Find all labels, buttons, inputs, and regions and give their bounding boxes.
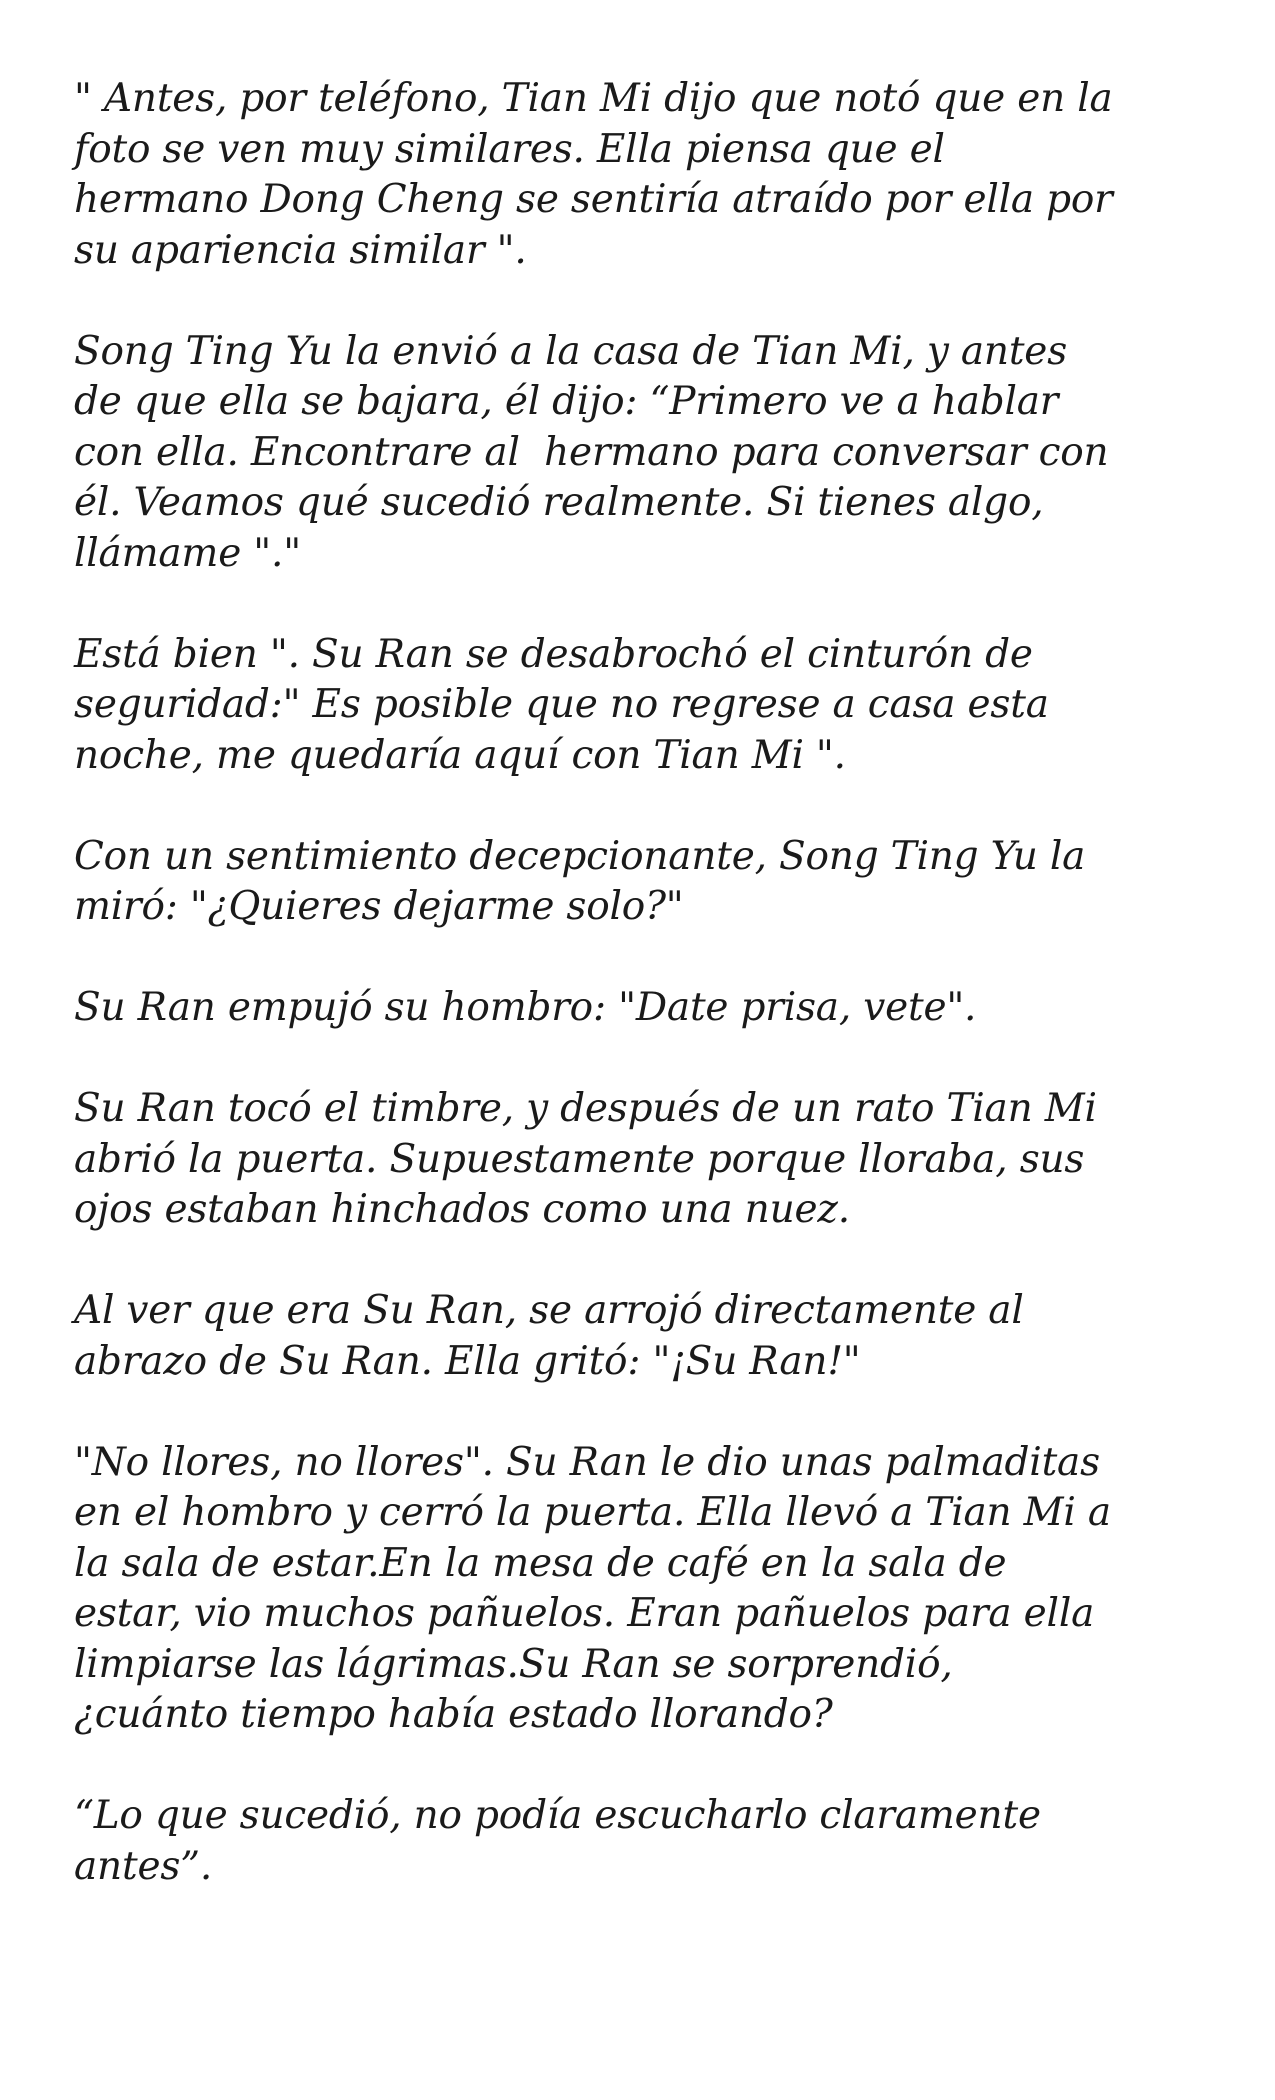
paragraph-3: [74, 630, 1215, 782]
text-line: ¿cuánto tiempo había estado llorando?: [74, 1692, 833, 1737]
paragraph-4: [74, 832, 1215, 933]
text-line: Su Ran tocó el timbre, y después de un rato Tian Mi: [74, 1086, 1097, 1131]
text-line: " Antes, por teléfono, Tian Mi dijo que notó que en la: [74, 76, 1113, 121]
text-line: su apariencia similar ".: [74, 227, 527, 273]
text-line: abrazo de Su Ran. Ella gritó: "¡Su Ran!": [74, 1338, 861, 1384]
paragraph-1: [74, 74, 1215, 276]
text-line: Song Ting Yu la envió a la casa de Tian Mi, y antes: [74, 328, 1068, 374]
paragraph-7: [74, 1286, 1215, 1387]
text-line: noche, me quedaría aquí con Tian Mi ".: [74, 732, 846, 778]
text-line: estar, vio muchos pañuelos. Eran pañuelos para ella: [74, 1591, 1095, 1636]
paragraph-2: [74, 327, 1215, 580]
text-line: limpiarse las lágrimas.Su Ran se sorprendió,: [74, 1641, 953, 1687]
text-line: hermano Dong Cheng se sentiría atraído por ella por: [74, 177, 1113, 222]
text-line: la sala de estar.En la mesa de café en la sala de: [74, 1540, 1007, 1586]
text-line: miró: "¿Quieres dejarme solo?": [74, 884, 684, 929]
text-line: llámame ".": [74, 530, 301, 576]
text-line: de que ella se bajara, él dijo: “Primero ve a hablar: [74, 379, 1059, 424]
text-line: él. Veamos qué sucedió realmente. Si tienes algo,: [74, 480, 1044, 525]
text-line: Está bien ". Su Ran se desabrochó el cinturón de: [74, 631, 1033, 677]
text-line: antes”.: [74, 1843, 213, 1889]
paragraph-6: [74, 1084, 1215, 1236]
paragraph-9: [74, 1791, 1215, 1892]
text-line: con ella. Encontrare al hermano para conversar con: [74, 429, 1109, 475]
text-line: en el hombro y cerró la puerta. Ella llevó a Tian Mi a: [74, 1490, 1111, 1535]
paragraph-8: [74, 1438, 1215, 1741]
paragraph-5: [74, 983, 1215, 1034]
text-line: Con un sentimiento decepcionante, Song Ting Yu la: [74, 833, 1086, 879]
text-line: Su Ran empujó su hombro: "Date prisa, vete".: [74, 985, 977, 1030]
text-line: "No llores, no llores". Su Ran le dio unas palmaditas: [74, 1439, 1100, 1485]
text-line: ojos estaban hinchados como una nuez.: [74, 1187, 850, 1232]
text-line: abrió la puerta. Supuestamente porque lloraba, sus: [74, 1136, 1085, 1182]
text-line: Al ver que era Su Ran, se arrojó directamente al: [74, 1288, 1024, 1333]
text-line: foto se ven muy similares. Ella piensa que el: [74, 126, 945, 172]
text-line: “Lo que sucedió, no podía escucharlo claramente: [74, 1793, 1041, 1838]
text-line: seguridad:" Es posible que no regrese a casa esta: [74, 682, 1049, 727]
